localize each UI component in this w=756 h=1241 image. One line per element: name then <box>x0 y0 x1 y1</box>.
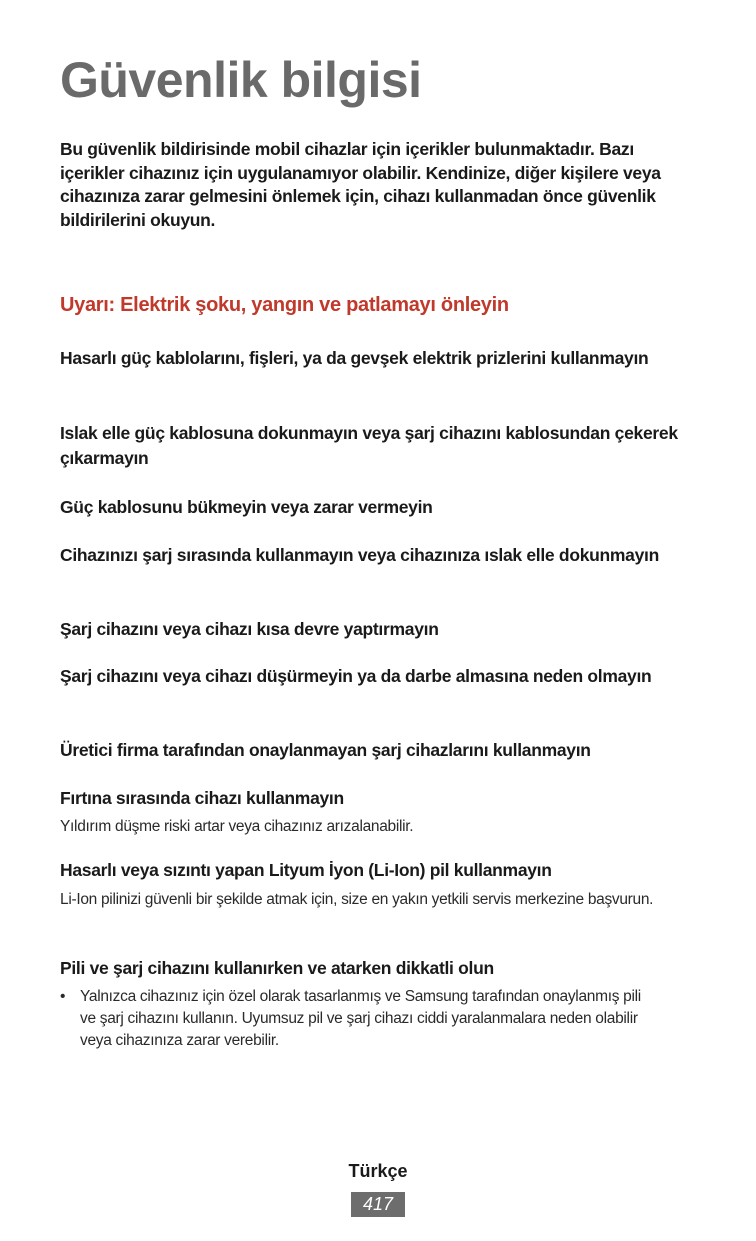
item-body: Yıldırım düşme riski artar veya cihazınız arızalanabilir. <box>60 818 414 835</box>
page-number-badge: 417 <box>351 1192 405 1217</box>
item-heading: Islak elle güç kablosuna dokunmayın veya şarj cihazını kablosundan çekerek çıkarmayın <box>60 423 678 468</box>
item-heading: Üretici firma tarafından onaylanmayan şarj cihazlarını kullanmayın <box>60 740 591 760</box>
item-heading: Hasarlı güç kablolarını, fişleri, ya da gevşek elektrik prizlerini kullanmayın <box>60 348 649 368</box>
page-title: Güvenlik bilgisi <box>60 52 422 108</box>
item-heading: Güç kablosunu bükmeyin veya zarar vermeyin <box>60 497 433 517</box>
section-title: Uyarı: Elektrik şoku, yangın ve patlamayı önleyin <box>60 294 509 316</box>
intro-paragraph: Bu güvenlik bildirisinde mobil cihazlar için içerikler bulunmaktadır. Bazı içerikler cihazınız için uygulanamıyor olabilir. Kendinize, diğer kişilere veya cihazınıza zarar gelmesini önlemek için, cihazı kullanmadan önce güvenlik bildirilerini okuyun. <box>60 139 661 230</box>
footer-language: Türkçe <box>348 1161 408 1181</box>
item-heading: Şarj cihazını veya cihazı düşürmeyin ya da darbe almasına neden olmayın <box>60 666 652 686</box>
item-heading: Pili ve şarj cihazını kullanırken ve atarken dikkatli olun <box>60 958 494 978</box>
item-body: Li-Ion pilinizi güvenli bir şekilde atmak için, size en yakın yetkili servis merkezine başvurun. <box>60 891 654 908</box>
item-heading: Cihazınızı şarj sırasında kullanmayın veya cihazınıza ıslak elle dokunmayın <box>60 545 659 565</box>
bullet-text: Yalnızca cihazınız için özel olarak tasarlanmış ve Samsung tarafından onaylanmış pili ve şarj cihazını kullanın. Uyumsuz pil ve şarj cihazı ciddi yaralanmalara neden olabilir veya cihazınıza zarar verebilir. <box>80 988 641 1049</box>
bullet-marker: • <box>60 988 66 1005</box>
item-heading: Hasarlı veya sızıntı yapan Lityum İyon (Li-Ion) pil kullanmayın <box>60 860 552 880</box>
item-heading: Fırtına sırasında cihazı kullanmayın <box>60 788 344 808</box>
item-heading: Şarj cihazını veya cihazı kısa devre yaptırmayın <box>60 619 439 639</box>
